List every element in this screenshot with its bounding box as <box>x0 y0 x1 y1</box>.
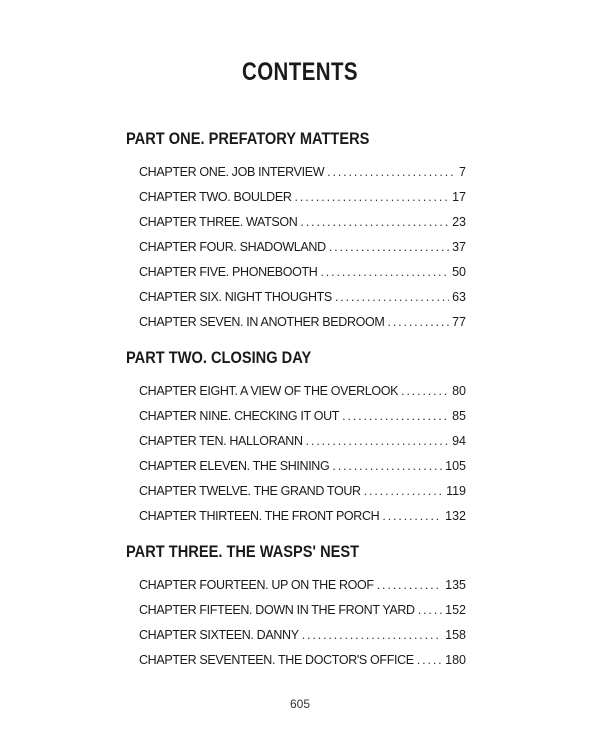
chapter-page-number: 7 <box>459 165 466 179</box>
chapter-page-number: 94 <box>452 434 466 448</box>
chapter-page-number: 37 <box>452 240 466 254</box>
chapter-list <box>126 576 466 676</box>
part-heading: PART TWO. CLOSING DAY <box>126 348 312 367</box>
chapter-title: CHAPTER SIX. NIGHT THOUGHTS <box>139 290 332 304</box>
toc-entry[interactable] <box>126 288 466 313</box>
toc-entry[interactable] <box>126 457 466 482</box>
dot-leader <box>327 163 456 181</box>
dot-leader <box>329 238 449 256</box>
chapter-page-number: 105 <box>445 459 466 473</box>
chapter-title: CHAPTER SIXTEEN. DANNY <box>139 628 299 642</box>
dot-leader <box>306 432 449 450</box>
chapter-title: CHAPTER FIVE. PHONEBOOTH <box>139 265 318 279</box>
page-title: CONTENTS <box>241 58 359 86</box>
toc-entry[interactable] <box>126 382 466 407</box>
toc-entry[interactable] <box>126 432 466 457</box>
dot-leader <box>377 576 442 594</box>
part-two-section <box>126 347 466 532</box>
chapter-page-number: 80 <box>452 384 466 398</box>
chapter-title: CHAPTER SEVENTEEN. THE DOCTOR'S OFFICE <box>139 653 414 667</box>
dot-leader <box>417 651 442 669</box>
chapter-page-number: 50 <box>452 265 466 279</box>
chapter-title: CHAPTER FOUR. SHADOWLAND <box>139 240 326 254</box>
chapter-title: CHAPTER FIFTEEN. DOWN IN THE FRONT YARD <box>139 603 415 617</box>
chapter-title: CHAPTER ONE. JOB INTERVIEW <box>139 165 325 179</box>
toc-entry[interactable] <box>126 651 466 676</box>
dot-leader <box>342 407 449 425</box>
page-number: 605 <box>289 697 311 711</box>
dot-leader <box>364 482 443 500</box>
dot-leader <box>335 288 449 306</box>
chapter-page-number: 135 <box>445 578 466 592</box>
toc-entry[interactable] <box>126 163 466 188</box>
chapter-page-number: 132 <box>445 509 466 523</box>
chapter-title: CHAPTER TWELVE. THE GRAND TOUR <box>139 484 361 498</box>
dot-leader <box>302 626 442 644</box>
dot-leader <box>295 188 450 206</box>
toc-entry[interactable] <box>126 407 466 432</box>
chapter-list <box>126 163 466 338</box>
toc-entry[interactable] <box>126 263 466 288</box>
part-three-section <box>126 541 466 676</box>
chapter-page-number: 180 <box>445 653 466 667</box>
dot-leader <box>387 313 449 331</box>
toc-entry[interactable] <box>126 213 466 238</box>
dot-leader <box>418 601 442 619</box>
toc-entry[interactable] <box>126 576 466 601</box>
toc-entry[interactable] <box>126 626 466 651</box>
part-heading: PART THREE. THE WASPS' NEST <box>126 542 360 561</box>
part-one-section <box>126 128 466 338</box>
chapter-title: CHAPTER TEN. HALLORANN <box>139 434 303 448</box>
dot-leader <box>382 507 442 525</box>
chapter-title: CHAPTER THIRTEEN. THE FRONT PORCH <box>139 509 380 523</box>
chapter-title: CHAPTER TWO. BOULDER <box>139 190 292 204</box>
dot-leader <box>401 382 449 400</box>
chapter-title: CHAPTER SEVEN. IN ANOTHER BEDROOM <box>139 315 385 329</box>
toc-entry[interactable] <box>126 313 466 338</box>
chapter-list <box>126 382 466 532</box>
chapter-page-number: 23 <box>452 215 466 229</box>
toc-entry[interactable] <box>126 601 466 626</box>
toc-entry[interactable] <box>126 507 466 532</box>
chapter-title: CHAPTER FOURTEEN. UP ON THE ROOF <box>139 578 374 592</box>
chapter-title: CHAPTER THREE. WATSON <box>139 215 298 229</box>
toc-entry[interactable] <box>126 482 466 507</box>
chapter-page-number: 158 <box>445 628 466 642</box>
dot-leader <box>300 213 449 231</box>
chapter-page-number: 77 <box>452 315 466 329</box>
chapter-title: CHAPTER ELEVEN. THE SHINING <box>139 459 330 473</box>
dot-leader <box>332 457 442 475</box>
chapter-page-number: 17 <box>452 190 466 204</box>
chapter-page-number: 85 <box>452 409 466 423</box>
toc-entry[interactable] <box>126 188 466 213</box>
chapter-title: CHAPTER EIGHT. A VIEW OF THE OVERLOOK <box>139 384 399 398</box>
chapter-page-number: 119 <box>446 484 466 498</box>
chapter-page-number: 63 <box>452 290 466 304</box>
chapter-page-number: 152 <box>445 603 466 617</box>
part-heading: PART ONE. PREFATORY MATTERS <box>126 129 370 148</box>
dot-leader <box>320 263 449 281</box>
toc-entry[interactable] <box>126 238 466 263</box>
chapter-title: CHAPTER NINE. CHECKING IT OUT <box>139 409 340 423</box>
